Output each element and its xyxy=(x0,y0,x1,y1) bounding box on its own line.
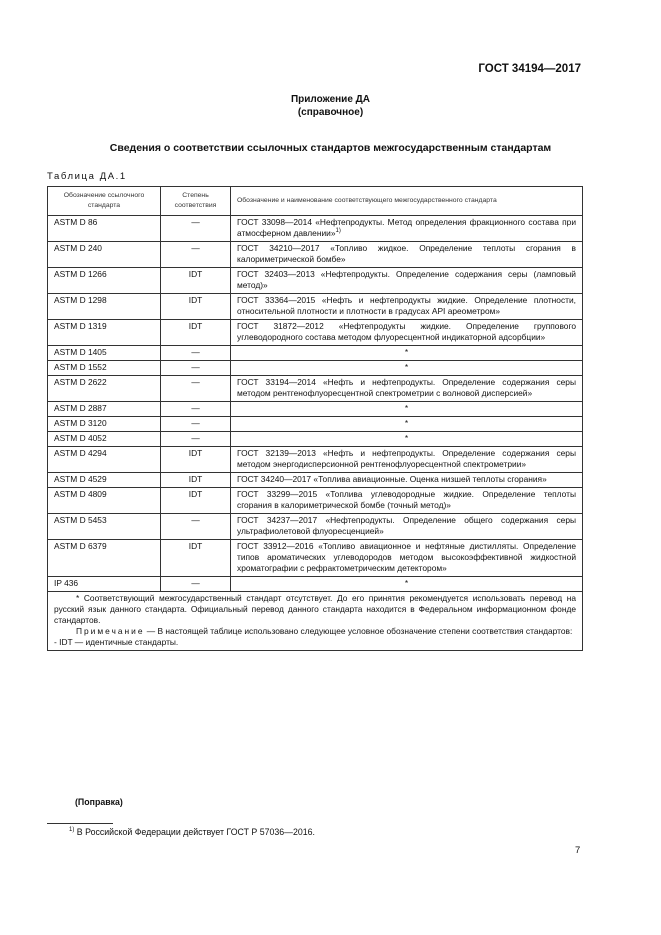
interstate-standard-text: ГОСТ 33194—2014 «Нефть и нефтепродукты. Определение содержания серы методом рентгенофлуоресцентной спектрометрии с волновой дисперсией» xyxy=(237,377,576,398)
interstate-standard-text: * xyxy=(404,347,409,357)
correspondence-degree-cell: — xyxy=(161,346,231,361)
reference-standard-cell: IP 436 xyxy=(48,577,161,592)
interstate-standard-text: * xyxy=(404,403,409,413)
interstate-standard-text: ГОСТ 33364—2015 «Нефть и нефтепродукты жидкие. Определение плотности, относительной плотности и плотности в градусах API ареометром» xyxy=(237,295,576,316)
correspondence-degree-cell: IDT xyxy=(161,540,231,577)
correspondence-table xyxy=(47,186,583,651)
reference-standard-cell: ASTM D 2622 xyxy=(48,376,161,402)
table-row xyxy=(48,417,583,432)
correspondence-degree-cell: — xyxy=(161,514,231,540)
interstate-standard-text: ГОСТ 31872—2012 «Нефтепродукты жидкие. Определение группового углеводородного состава методом флуоресцентной индикаторной адсорбции» xyxy=(237,321,576,342)
table-row xyxy=(48,268,583,294)
header-correspondence-degree: Степень соответствия xyxy=(161,187,231,216)
correspondence-degree-cell: — xyxy=(161,417,231,432)
table-row xyxy=(48,488,583,514)
reference-standard-cell: ASTM D 4809 xyxy=(48,488,161,514)
interstate-standard-cell xyxy=(231,514,583,540)
interstate-standard-cell xyxy=(231,294,583,320)
correspondence-degree-cell: — xyxy=(161,577,231,592)
footnote xyxy=(69,827,315,837)
correspondence-degree-cell: — xyxy=(161,402,231,417)
table-row xyxy=(48,447,583,473)
table-body xyxy=(48,216,583,592)
table-row xyxy=(48,216,583,242)
reference-standard-cell: ASTM D 5453 xyxy=(48,514,161,540)
footnote-reference: 1) xyxy=(335,228,341,234)
footnote-divider xyxy=(47,823,113,824)
reference-standard-cell: ASTM D 6379 xyxy=(48,540,161,577)
correspondence-degree-cell: IDT xyxy=(161,488,231,514)
reference-standard-cell: ASTM D 240 xyxy=(48,242,161,268)
table-row xyxy=(48,577,583,592)
reference-standard-cell: ASTM D 3120 xyxy=(48,417,161,432)
interstate-standard-cell xyxy=(231,320,583,346)
section-heading: Сведения о соответствии ссылочных стандартов межгосударственным стандартам xyxy=(109,142,552,154)
footnote-text: В Российской Федерации действует ГОСТ Р 57036—2016. xyxy=(74,827,315,837)
interstate-standard-cell xyxy=(231,216,583,242)
correspondence-degree-cell: IDT xyxy=(161,320,231,346)
header-reference-standard: Обозначение ссылочного стандарта xyxy=(48,187,161,216)
star-note: * Соответствующий межгосударственный стандарт отсутствует. До его принятия рекомендуется использовать перевод на русский язык данного стандарта. Официальный перевод данного стандарта находится в Федеральном информационном фонде стандартов. xyxy=(54,593,576,625)
table-header-row xyxy=(48,187,583,216)
interstate-standard-cell xyxy=(231,361,583,376)
table-row xyxy=(48,540,583,577)
interstate-standard-cell xyxy=(231,376,583,402)
table-row xyxy=(48,514,583,540)
table-row xyxy=(48,432,583,447)
table-row xyxy=(48,320,583,346)
note-paragraph xyxy=(54,626,576,637)
reference-standard-cell: ASTM D 1552 xyxy=(48,361,161,376)
table-caption: Таблица ДА.1 xyxy=(47,171,127,182)
correspondence-degree-cell: — xyxy=(161,432,231,447)
table-row xyxy=(48,361,583,376)
interstate-standard-text: * xyxy=(404,418,409,428)
footnote-marker: 1) xyxy=(69,827,75,833)
interstate-standard-cell xyxy=(231,473,583,488)
table-row xyxy=(48,402,583,417)
interstate-standard-text: * xyxy=(404,578,409,588)
interstate-standard-cell xyxy=(231,417,583,432)
reference-standard-cell: ASTM D 1266 xyxy=(48,268,161,294)
interstate-standard-text: ГОСТ 32139—2013 «Нефть и нефтепродукты. Определение содержания серы методом энергодисперсионной рентгенофлуоресцентной спектрометрии» xyxy=(237,448,576,469)
correspondence-degree-cell: — xyxy=(161,361,231,376)
interstate-standard-text: ГОСТ 34237—2017 «Нефтепродукты. Определение общего содержания серы ультрафиолетовой флуоресценцией» xyxy=(237,515,576,536)
table-row xyxy=(48,473,583,488)
interstate-standard-cell xyxy=(231,447,583,473)
interstate-standard-text: * xyxy=(404,362,409,372)
annex-subtitle: (справочное) xyxy=(297,107,364,118)
interstate-standard-cell xyxy=(231,577,583,592)
correspondence-degree-cell: — xyxy=(161,216,231,242)
interstate-standard-text: ГОСТ 32403—2013 «Нефтепродукты. Определение содержания серы (ламповый метод)» xyxy=(237,269,576,290)
note-item: - IDT — идентичные стандарты. xyxy=(54,637,179,647)
note-text: — В настоящей таблице использовано следующее условное обозначение степени соответствия стандартов: xyxy=(144,626,573,636)
correspondence-degree-cell: — xyxy=(161,242,231,268)
reference-standard-cell: ASTM D 1405 xyxy=(48,346,161,361)
correspondence-degree-cell: IDT xyxy=(161,268,231,294)
interstate-standard-cell xyxy=(231,268,583,294)
interstate-standard-text: ГОСТ 34210—2017 «Топливо жидкое. Определение теплоты сгорания в калориметрической бомбе» xyxy=(237,243,576,264)
interstate-standard-cell xyxy=(231,540,583,577)
reference-standard-cell: ASTM D 1298 xyxy=(48,294,161,320)
reference-standard-cell: ASTM D 4294 xyxy=(48,447,161,473)
reference-standard-cell: ASTM D 1319 xyxy=(48,320,161,346)
document-code: ГОСТ 34194—2017 xyxy=(478,63,581,75)
table-row xyxy=(48,376,583,402)
interstate-standard-cell xyxy=(231,488,583,514)
reference-standard-cell: ASTM D 4052 xyxy=(48,432,161,447)
correspondence-degree-cell: IDT xyxy=(161,473,231,488)
table-row xyxy=(48,242,583,268)
reference-standard-cell: ASTM D 4529 xyxy=(48,473,161,488)
correspondence-degree-cell: IDT xyxy=(161,294,231,320)
page-number: 7 xyxy=(575,845,581,856)
interstate-standard-cell xyxy=(231,402,583,417)
header-interstate-standard: Обозначение и наименование соответствующего межгосударственного стандарта xyxy=(231,187,583,216)
interstate-standard-text: * xyxy=(404,433,409,443)
annex-title-block xyxy=(0,93,661,119)
interstate-standard-cell xyxy=(231,432,583,447)
table-notes xyxy=(48,592,583,651)
correspondence-degree-cell: IDT xyxy=(161,447,231,473)
annex-title: Приложение ДА xyxy=(290,94,371,105)
correction-label: (Поправка) xyxy=(75,797,123,807)
table-row xyxy=(48,294,583,320)
reference-standard-cell: ASTM D 2887 xyxy=(48,402,161,417)
interstate-standard-text: ГОСТ 33299—2015 «Топлива углеводородные жидкие. Определение теплоты сгорания в калориметрической бомбе (точный метод)» xyxy=(237,489,576,510)
table-row xyxy=(48,346,583,361)
reference-standard-cell: ASTM D 86 xyxy=(48,216,161,242)
note-label: Примечание xyxy=(76,626,145,636)
correspondence-degree-cell: — xyxy=(161,376,231,402)
interstate-standard-text: ГОСТ 34240—2017 «Топлива авиационные. Оценка низшей теплоты сгорания» xyxy=(237,474,547,484)
interstate-standard-text: ГОСТ 33912—2016 «Топливо авиационное и нефтяные дистилляты. Определение типов ароматических углеводородов методом высокоэффективной жидкостной хроматографии с рефрактометрическим детектором» xyxy=(237,541,576,573)
interstate-standard-text: ГОСТ 33098—2014 «Нефтепродукты. Метод определения фракционного состава при атмосферном давлении» xyxy=(237,217,576,238)
interstate-standard-cell xyxy=(231,242,583,268)
interstate-standard-cell xyxy=(231,346,583,361)
table-notes-row xyxy=(48,592,583,651)
